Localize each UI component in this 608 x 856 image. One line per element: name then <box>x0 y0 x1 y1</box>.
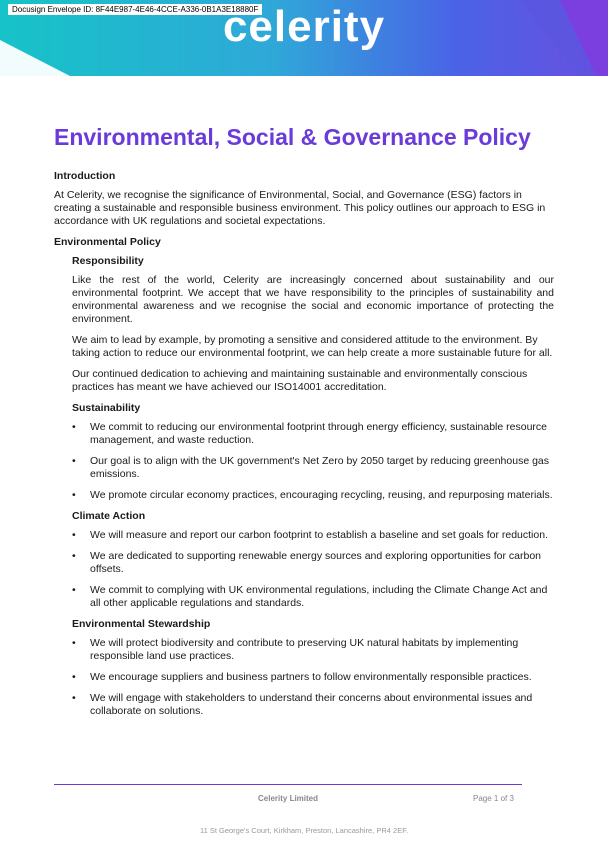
list-item: • We are dedicated to supporting renewable energy sources and exploring opportunities for carbon offsets. <box>90 550 554 576</box>
list-item: • We will engage with stakeholders to understand their concerns about environmental issues and collaborate on solutions. <box>90 692 554 718</box>
list-item: • We will protect biodiversity and contribute to preserving UK natural habitats by implementing responsible land use practices. <box>90 637 554 663</box>
footer-company: Celerity Limited <box>258 794 319 803</box>
sustainability-list <box>54 421 554 502</box>
climate-list <box>54 529 554 610</box>
climate-heading: Climate Action <box>72 510 146 522</box>
footer-page-number: Page 1 of 3 <box>473 794 514 803</box>
intro-heading: Introduction <box>54 170 116 182</box>
list-item: • We encourage suppliers and business partners to follow environmentally responsible practices. <box>90 671 554 684</box>
header-banner <box>0 0 608 76</box>
envelope-id: Docusign Envelope ID: 8F44E987-4E46-4CCE-A336-0B1A3E18880F <box>8 4 262 15</box>
responsibility-heading: Responsibility <box>72 255 144 267</box>
list-item: • We commit to complying with UK environmental regulations, including the Climate Change Act and all other applicable regulations and standards. <box>90 584 554 610</box>
responsibility-p1: Like the rest of the world, Celerity are increasingly concerned about sustainability and our environmental footprint. We accept that we have responsibility to the principles of sustainability and environmental awareness and we recognise the social and economic importance of protecting the environment. <box>72 274 554 325</box>
sustainability-heading: Sustainability <box>72 402 141 414</box>
footer-address: 11 St George's Court, Kirkham, Preston, Lancashire, PR4 2EF. <box>199 826 409 835</box>
intro-text: At Celerity, we recognise the significance of Environmental, Social, and Governance (ESG) factors in creating a sustainable and responsible business environment. This policy outlines our approach to ESG in accordance with UK regulations and societal expectations. <box>54 189 546 227</box>
list-item: • We will measure and report our carbon footprint to establish a baseline and set goals for reduction. <box>90 529 554 542</box>
responsibility-p3: Our continued dedication to achieving and maintaining sustainable and environmentally conscious practices has meant we have achieved our ISO14001 accreditation. <box>72 368 528 393</box>
footer-divider <box>54 784 522 785</box>
stewardship-heading: Environmental Stewardship <box>72 618 211 630</box>
list-item: • We promote circular economy practices, encouraging recycling, reusing, and repurposing materials. <box>90 489 554 502</box>
stewardship-list <box>54 637 554 718</box>
responsibility-p2: We aim to lead by example, by promoting a sensitive and considered attitude to the environment. By taking action to reduce our environmental footprint, we can help create a more sustainable future for all. <box>72 334 553 359</box>
list-item: • Our goal is to align with the UK government's Net Zero by 2050 target by reducing greenhouse gas emissions. <box>90 455 554 481</box>
document-body <box>54 170 554 726</box>
list-item: • We commit to reducing our environmental footprint through energy efficiency, sustainable resource management, and waste reduction. <box>90 421 554 447</box>
page-title: Environmental, Social & Governance Policy <box>54 124 531 150</box>
env-policy-heading: Environmental Policy <box>54 236 161 248</box>
celerity-logo: celerity <box>222 2 386 51</box>
